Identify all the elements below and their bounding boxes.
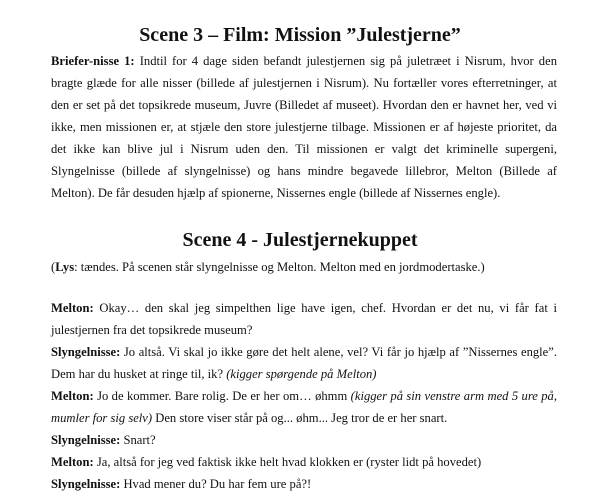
dialogue-text: Hvad mener du? Du har fem ure på?! [123,477,312,491]
scene3-title: Scene 3 – Film: Mission ”Julestjerne” [139,24,461,46]
dialogue-text: Okay… den skal jeg simpelthen lige have igen, chef. Hvordan er det nu, vi får fat i julestjernen fra det topsikrede museum? [51,301,557,337]
speaker-name: Slyngelnisse: [51,345,121,359]
dialogue-line [51,473,561,495]
stage-direction: (Lys: tændes. På scenen står slyngelnisse og Melton. Melton med en jordmodertaske.) [51,260,485,274]
dialogue-line [51,451,561,473]
speaker-name: Briefer-nisse 1: [51,54,135,68]
stage-direction-inline: (kigger på sin venstre arm med 5 ure på, mumler for sig selv) [51,389,557,425]
dialogue-text: Jo altså. Vi skal jo ikke gøre det helt alene, vel? Vi får jo hjælp af ”Nissernes engle”. Dem har du husket at ringe til, ik? [51,345,557,381]
dialogue-text: Snart? [123,433,156,447]
speaker-name: Melton: [51,455,94,469]
dialogue-text: Jo de kommer. Bare rolig. De er her om… øhmm [97,389,351,403]
speaker-name: Slyngelnisse: [51,477,121,491]
dialogue-text-cont: Den store viser står på og... øhm... Jeg tror de er her snart. [152,411,448,425]
lys-text: : tændes. På scenen står slyngelnisse og Melton. Melton med en jordmodertaske.) [74,260,485,274]
speaker-name: Slyngelnisse: [51,433,121,447]
scene3-paragraph [51,50,557,204]
paragraph-text: Indtil for 4 dage siden befandt julestjernen sig på juletræet i Nisrum, hvor den bragte glæde for alle nisser (billede af julestjernen i Nisrum). Nu fortæller vores efterretninger, at den er set på det topsikrede museum, Juvre (Billedet af museet). Hvordan den er havnet her, ved vi ikke, men missionen er, at stjæle den store julestjerne tilbage. Missionen er af højeste prioritet, da det ikke kan blive jul i Nisrum uden den. Til missionen er valgt det kriminelle supergeni, Slyngelnisse (billede af slyngelnisse) og hans mindre begavede lillebror, Melton (Billede af Melton). De får desuden hjælp af spionerne, Nissernes engle (billede af Nissernes engle). [51,54,557,200]
speaker-name: Melton: [51,301,94,315]
dialogue-line [51,385,557,429]
dialogue-line [51,341,557,385]
scene4-title: Scene 4 - Julestjernekuppet [182,229,418,251]
dialogue-text: Ja, altså for jeg ved faktisk ikke helt hvad klokken er (ryster lidt på hovedet) [96,455,482,469]
lys-label: Lys [55,260,75,274]
speaker-name: Melton: [51,389,94,403]
dialogue-line [51,297,557,341]
stage-direction-inline: (kigger spørgende på Melton) [226,367,377,381]
dialogue-line [51,429,561,451]
